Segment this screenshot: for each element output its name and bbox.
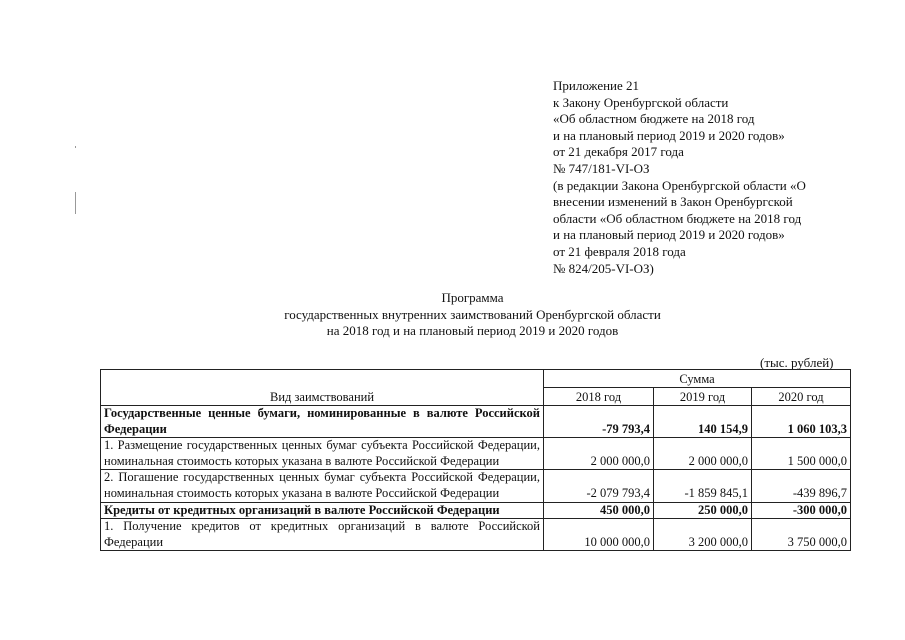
row-name: 1. Размещение государственных ценных бумаг субъекта Российской Федерации, номинальная стоимость которых указана в валюте Российской Федерации	[101, 438, 544, 470]
table-header-row	[101, 370, 851, 388]
value-2019: 2 000 000,0	[654, 438, 752, 470]
table-row	[101, 438, 851, 470]
value-2018: -2 079 793,4	[544, 470, 654, 502]
appendix-line: от 21 декабря 2017 года	[553, 144, 684, 160]
column-header-sum: Сумма	[544, 370, 851, 388]
table-row	[101, 502, 851, 519]
value-2019: -1 859 845,1	[654, 470, 752, 502]
appendix-header	[553, 78, 853, 277]
value-2020: 1 500 000,0	[752, 438, 851, 470]
value-2019: 3 200 000,0	[654, 519, 752, 551]
appendix-line: внесении изменений в Закон Оренбургской	[553, 194, 793, 210]
margin-mark	[75, 192, 76, 214]
column-header-2018: 2018 год	[544, 388, 654, 406]
value-2018: 2 000 000,0	[544, 438, 654, 470]
appendix-line: к Закону Оренбургской области	[553, 94, 729, 110]
row-name: Кредиты от кредитных организаций в валюте Российской Федерации	[101, 502, 544, 519]
borrowings-table	[100, 369, 851, 551]
appendix-line: и на плановый период 2019 и 2020 годов»	[553, 227, 785, 243]
appendix-line: (в редакции Закона Оренбургской области «О	[553, 177, 806, 193]
appendix-line: от 21 февраля 2018 года	[553, 243, 686, 259]
value-2018: 450 000,0	[544, 502, 654, 519]
column-header-name: Вид заимствований	[101, 370, 544, 406]
table-row	[101, 519, 851, 551]
column-header-2019: 2019 год	[654, 388, 752, 406]
value-2020: 3 750 000,0	[752, 519, 851, 551]
appendix-line: «Об областном бюджете на 2018 год	[553, 111, 755, 127]
table-row	[101, 470, 851, 502]
appendix-line: № 824/205-VI-ОЗ)	[553, 260, 654, 276]
table-row	[101, 406, 851, 438]
value-2019: 250 000,0	[654, 502, 752, 519]
row-name: Государственные ценные бумаги, номинированные в валюте Российской Федерации	[101, 406, 544, 438]
value-2018: 10 000 000,0	[544, 519, 654, 551]
value-2020: -439 896,7	[752, 470, 851, 502]
title-line: государственных внутренних заимствований Оренбургской области	[284, 306, 661, 322]
program-title	[200, 290, 745, 340]
margin-mark	[75, 146, 76, 148]
units-label: (тыс. рублей)	[760, 355, 834, 370]
row-name: 2. Погашение государственных ценных бумаг субъекта Российской Федерации, номинальная стоимость которых указана в валюте Российской Федерации	[101, 470, 544, 502]
title-line: на 2018 год и на плановый период 2019 и 2020 годов	[326, 323, 619, 339]
row-name: 1. Получение кредитов от кредитных организаций в валюте Российской Федерации	[101, 519, 544, 551]
appendix-line: Приложение 21	[553, 78, 640, 93]
appendix-line: и на плановый период 2019 и 2020 годов»	[553, 127, 785, 143]
title-line: Программа	[441, 290, 504, 305]
value-2018: -79 793,4	[544, 406, 654, 438]
value-2020: -300 000,0	[752, 502, 851, 519]
value-2019: 140 154,9	[654, 406, 752, 438]
appendix-line: № 747/181-VI-ОЗ	[553, 160, 650, 176]
value-2020: 1 060 103,3	[752, 406, 851, 438]
appendix-line: области «Об областном бюджете на 2018 год	[553, 210, 802, 226]
column-header-2020: 2020 год	[752, 388, 851, 406]
